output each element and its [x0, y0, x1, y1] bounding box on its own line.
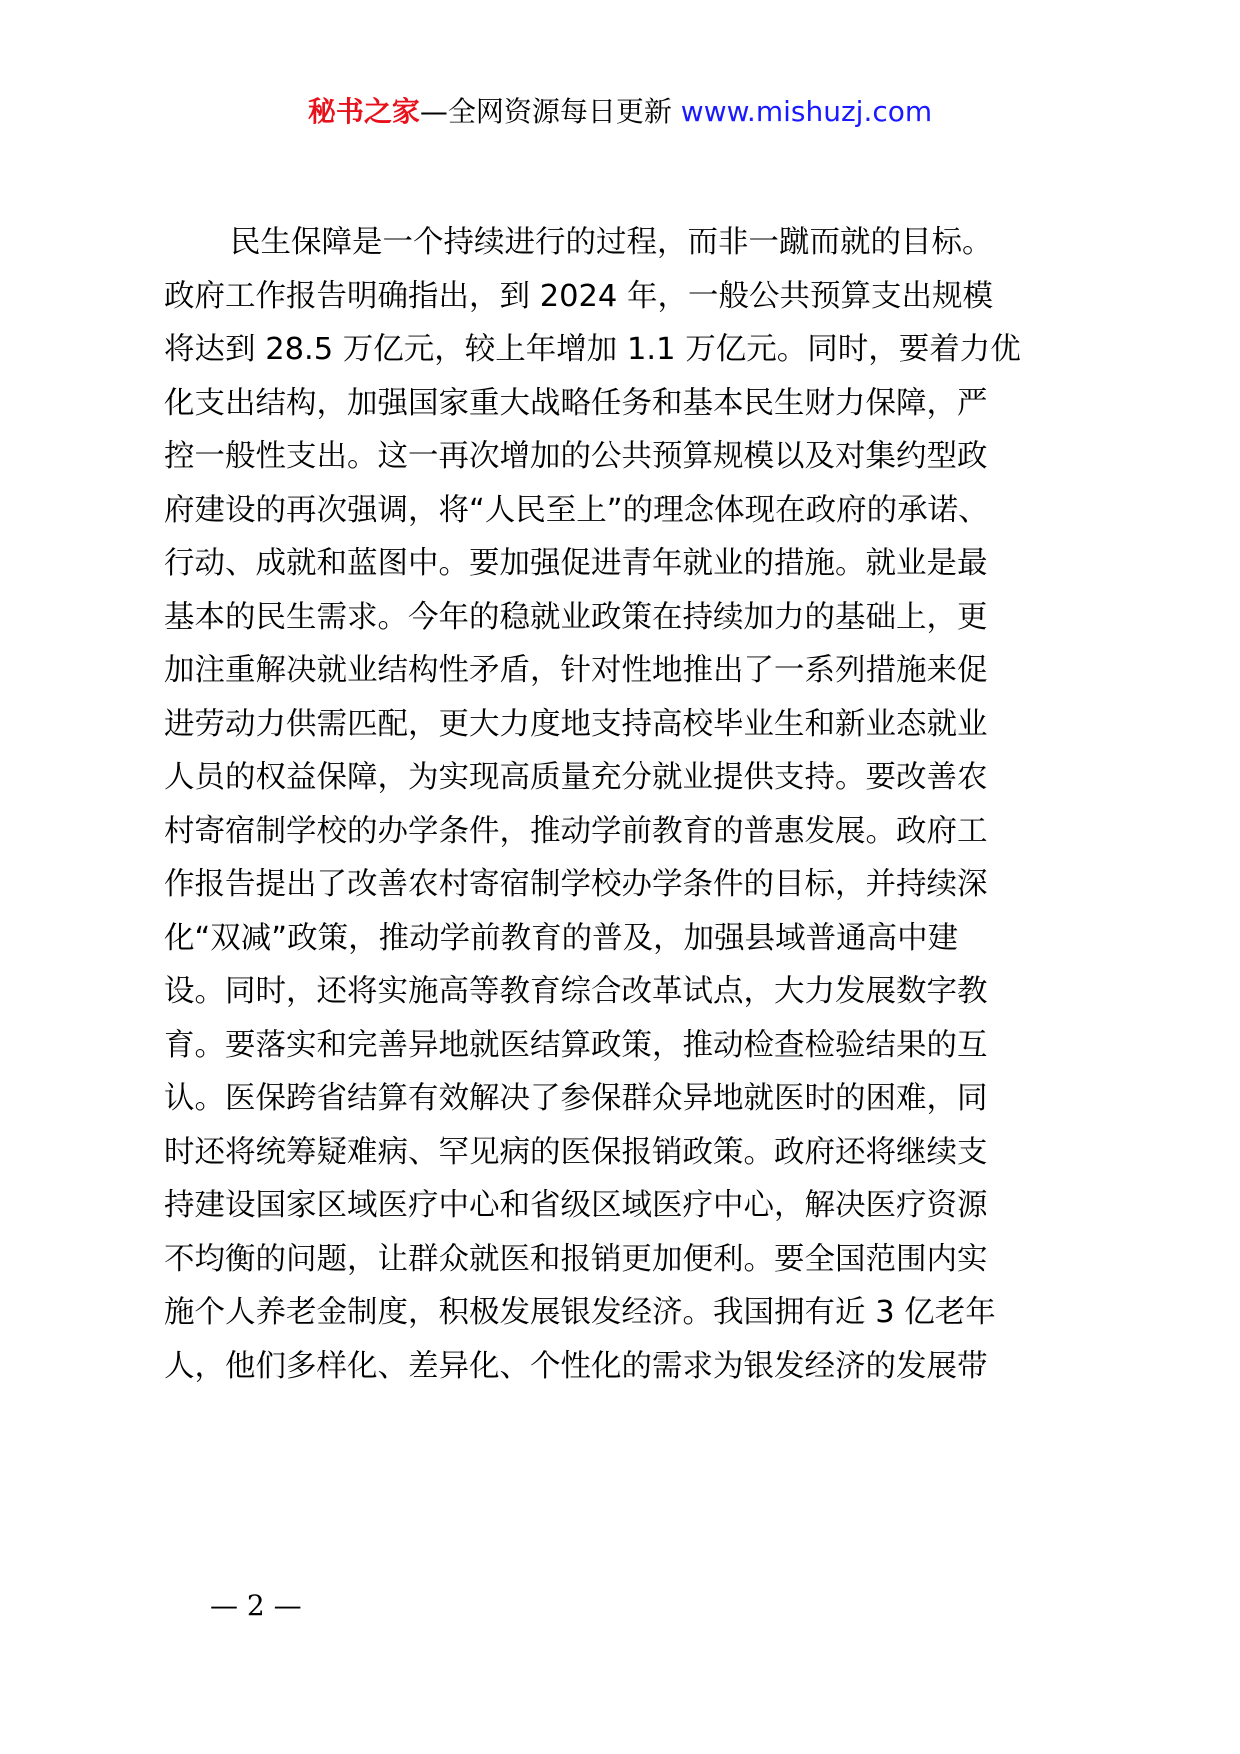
header-tagline: —全网资源每日更新 — [419, 95, 672, 128]
body-line: 人，他们多样化、差异化、个性化的需求为银发经济的发展带 — [164, 1348, 988, 1384]
body-line: 设。同时，还将实施高等教育综合改革试点，大力发展数字教 — [164, 974, 988, 1009]
body-line: 认。医保跨省结算有效解决了参保群众异地就医时的困难，同 — [164, 1081, 988, 1116]
body-line: 控一般性支出。这一再次增加的公共预算规模以及对集约型政 — [164, 439, 988, 474]
body-line: 进劳动力供需匹配，更大力度地支持高校毕业生和新业态就业 — [164, 706, 988, 742]
body-line: 人员的权益保障，为实现高质量充分就业提供支持。要改善农 — [164, 760, 988, 795]
document-body — [164, 216, 1094, 1393]
body-line: 时还将统筹疑难病、罕见病的医保报销政策。政府还将继续支 — [164, 1134, 988, 1170]
body-line: 化支出结构，加强国家重大战略任务和基本民生财力保障，严 — [164, 385, 988, 421]
body-line: 将达到 28.5 万亿元，较上年增加 1.1 万亿元。同时，要着力优 — [164, 332, 1021, 367]
body-line: 施个人养老金制度，积极发展银发经济。我国拥有近 3 亿老年 — [164, 1295, 996, 1330]
body-line: 行动、成就和蓝图中。要加强促进青年就业的措施。就业是最 — [164, 546, 988, 581]
body-line: 加注重解决就业结构性矛盾，针对性地推出了一系列措施来促 — [164, 653, 988, 688]
body-line: 化“双减”政策，推动学前教育的普及，加强县域普通高中建 — [164, 920, 959, 956]
body-line: 不均衡的问题，让群众就医和报销更加便利。要全国范围内实 — [164, 1241, 988, 1277]
body-line: 府建设的再次强调，将“人民至上”的理念体现在政府的承诺、 — [164, 492, 989, 528]
body-line: 政府工作报告明确指出，到 2024 年，一般公共预算支出规模 — [164, 278, 994, 314]
body-line: 育。要落实和完善异地就医结算政策，推动检查检验结果的互 — [164, 1027, 988, 1063]
site-header — [0, 92, 1240, 132]
body-line: 持建设国家区域医疗中心和省级区域医疗中心，解决医疗资源 — [164, 1188, 988, 1223]
body-line: 基本的民生需求。今年的稳就业政策在持续加力的基础上，更 — [164, 599, 988, 635]
page-number: — 2 — — [210, 1589, 302, 1622]
brand-name: 秘书之家 — [307, 95, 420, 128]
body-line: 村寄宿制学校的办学条件，推动学前教育的普惠发展。政府工 — [164, 813, 988, 849]
header-url-link[interactable]: www.mishuzj.com — [680, 95, 933, 128]
body-line: 民生保障是一个持续进行的过程，而非一蹴而就的目标。 — [230, 225, 993, 260]
body-line: 作报告提出了改善农村寄宿制学校办学条件的目标，并持续深 — [164, 867, 988, 902]
